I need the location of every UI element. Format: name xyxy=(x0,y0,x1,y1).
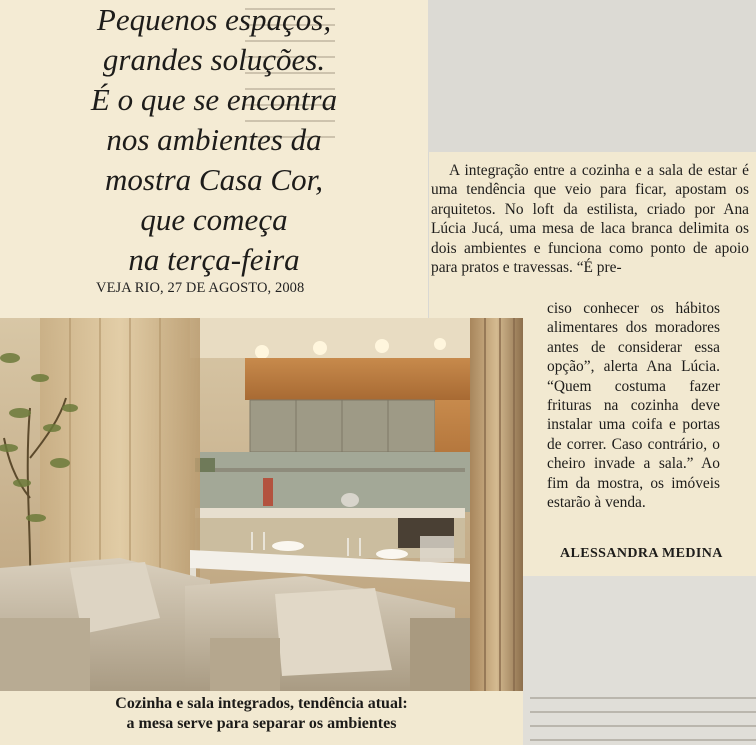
headline-line: nos ambientes da xyxy=(106,122,322,157)
article-column-text: ciso conhecer os hábitos alimentares dos moradores antes de considerar essa opção”, alerta Ana Lúcia. “Quem costuma fazer frituras na cozinha deve instalar uma coifa e portas de correr. Caso contrário, o cheiro invade a sala.” Ao fim da mostra, os imóveis estarão à venda. xyxy=(547,300,720,512)
article-intro xyxy=(431,161,749,277)
reverse-side-bleed-bottom xyxy=(530,690,756,745)
background-area xyxy=(428,0,756,152)
article-column xyxy=(547,299,720,512)
photo-illustration xyxy=(0,318,523,691)
headline-line: que começa xyxy=(140,202,288,237)
headline xyxy=(0,0,428,280)
headline-line: mostra Casa Cor, xyxy=(105,162,323,197)
author-byline: ALESSANDRA MEDINA xyxy=(560,546,723,561)
article-intro-text: A integração entre a cozinha e a sala de estar é uma tendência que veio para ficar, apostam os arquitetos. No loft da estilista, criado por Ana Lúcia Jucá, uma mesa de laca branca delimita os dois ambientes e funciona como ponto de apoio para pratos e travessas. “É pre- xyxy=(431,162,749,277)
headline-line: Pequenos espaços, xyxy=(96,2,332,37)
headline-line: grandes soluções. xyxy=(102,42,326,77)
caption-line-1: Cozinha e sala integrados, tendência atual: xyxy=(115,695,408,712)
headline-line: É o que se encontra xyxy=(90,82,338,117)
caption-line-2: a mesa serve para separar os ambientes xyxy=(126,715,397,732)
headline-line: na terça-feira xyxy=(128,242,300,277)
kitchen-living-room-photo xyxy=(0,318,523,691)
photo-caption xyxy=(0,694,523,734)
source-citation: VEJA RIO, 27 DE AGOSTO, 2008 xyxy=(96,280,305,296)
